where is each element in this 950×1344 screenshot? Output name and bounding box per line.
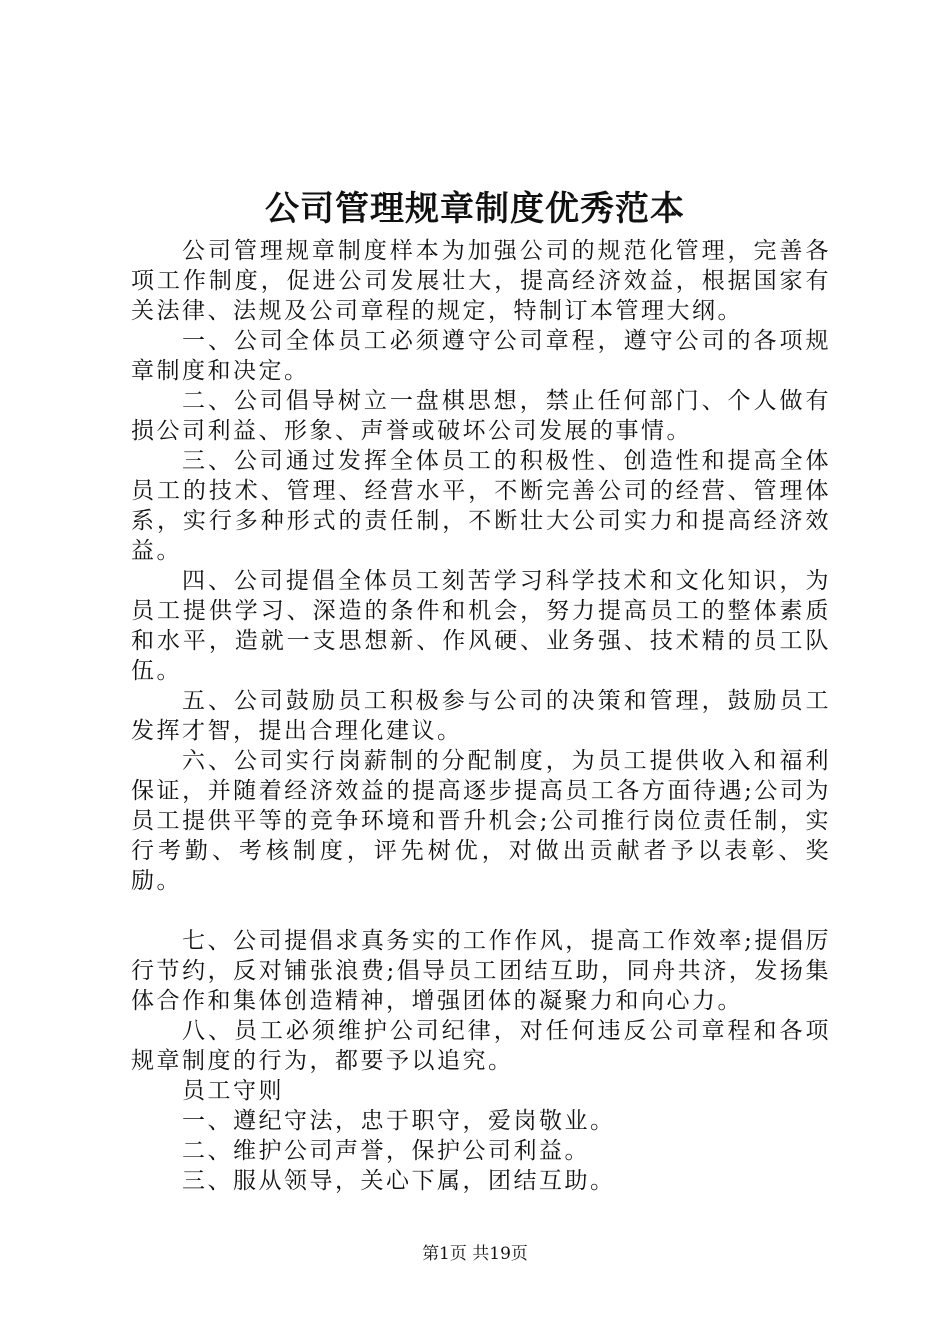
clause-paragraph: 七、公司提倡求真务实的工作作风，提高工作效率;提倡厉行节约，反对铺张浪费;倡导员工团结互助，同舟共济，发扬集体合作和集体创造精神，增强团体的凝聚力和向心力。 <box>131 928 831 1014</box>
clause-paragraph: 五、公司鼓励员工积极参与公司的决策和管理，鼓励员工发挥才智，提出合理化建议。 <box>131 688 831 744</box>
rule-item: 三、服从领导，关心下属，团结互助。 <box>182 1168 616 1194</box>
clause-paragraph: 二、公司倡导树立一盘棋思想，禁止任何部门、个人做有损公司利益、形象、声誉或破坏公司发展的事情。 <box>131 388 831 444</box>
clause-paragraph: 四、公司提倡全体员工刻苦学习科学技术和文化知识，为员工提供学习、深造的条件和机会，努力提高员工的整体素质和水平，造就一支思想新、作风硬、业务强、技术精的员工队伍。 <box>131 568 831 684</box>
rule-item: 二、维护公司声誉，保护公司利益。 <box>182 1138 590 1164</box>
section-heading: 员工守则 <box>182 1078 284 1104</box>
intro-paragraph: 公司管理规章制度样本为加强公司的规范化管理，完善各项工作制度，促进公司发展壮大，提高经济效益，根据国家有关法律、法规及公司章程的规定，特制订本管理大纲。 <box>131 238 831 324</box>
document-title: 公司管理规章制度优秀范本 <box>265 189 685 229</box>
clause-paragraph: 三、公司通过发挥全体员工的积极性、创造性和提高全体员工的技术、管理、经营水平，不断完善公司的经营、管理体系，实行多种形式的责任制，不断壮大公司实力和提高经济效益。 <box>131 448 831 564</box>
clause-paragraph: 一、公司全体员工必须遵守公司章程，遵守公司的各项规章制度和决定。 <box>131 328 831 384</box>
document-body <box>131 236 831 1196</box>
clause-paragraph: 六、公司实行岗薪制的分配制度，为员工提供收入和福利保证，并随着经济效益的提高逐步提高员工各方面待遇;公司为员工提供平等的竞争环境和晋升机会;公司推行岗位责任制，实行考勤、考核制度，评先树优，对做出贡献者予以表彰、奖励。 <box>131 748 831 894</box>
page-number-footer: 第1页 共19页 <box>422 1244 528 1264</box>
clause-paragraph: 八、员工必须维护公司纪律，对任何违反公司章程和各项规章制度的行为，都要予以追究。 <box>131 1018 831 1074</box>
rule-item: 一、遵纪守法，忠于职守，爱岗敬业。 <box>182 1108 616 1134</box>
